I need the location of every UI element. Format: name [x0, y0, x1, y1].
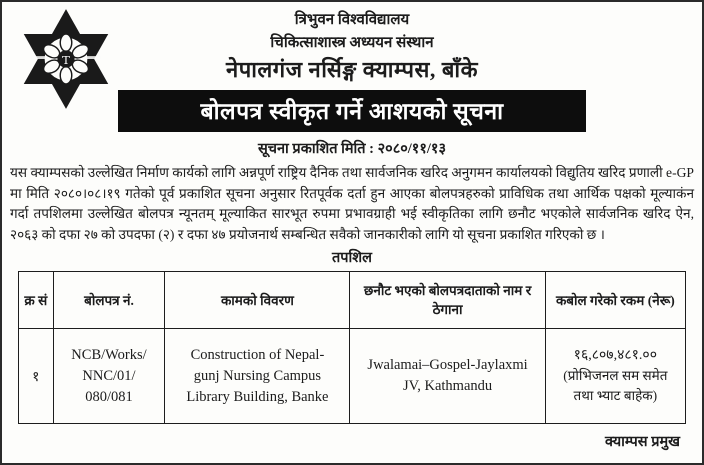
table-header-row	[19, 272, 686, 329]
university-emblem-icon	[18, 8, 114, 110]
campus-name: नेपालगंज नर्सिङ्ग क्याम्पस, बाँके	[225, 57, 478, 82]
institute-name: चिकित्साशास्त्र अध्ययन संस्थान	[270, 35, 434, 51]
university-name: त्रिभुवन विश्वविद्यालय	[294, 12, 410, 28]
table-row	[19, 329, 686, 424]
header-serial-number: क्र सं	[19, 272, 54, 329]
emblem-monogram: T	[62, 52, 70, 67]
bid-details-table	[18, 271, 686, 424]
header-selected-bidder: छनौट भएको बोलपत्रदाताको नाम र ठेगाना	[350, 272, 545, 329]
signature-title: क्याम्पस प्रमुख	[605, 434, 680, 451]
cell-work-description: Construction of Nepal- gunj Nursing Campus Library Building, Banke	[165, 329, 350, 424]
header-bid-number: बोलपत्र नं.	[53, 272, 165, 329]
amount-note: तथा भ्याट बाहेक)	[573, 388, 658, 404]
header-quoted-amount: कबोल गरेको रकम (नेरू)	[545, 272, 685, 329]
tribhuvan-university-logo	[18, 8, 114, 110]
header-work-description: कामको विवरण	[165, 272, 350, 329]
cell-bid-number: NCB/Works/ NNC/01/ 080/081	[53, 329, 165, 424]
cell-quoted-amount	[545, 329, 685, 424]
notice-body-paragraph: यस क्याम्पसको उल्लेखित निर्माण कार्यको लागि अन्नपूर्ण राष्ट्रिय दैनिक तथा सार्वजनिक खरिद अनुगमन कार्यालयको विद्युतिय खरिद प्रणाली e-GP मा मिति २०८०।०८।१९ गतेको पूर्व प्रकाशित सूचना अनुसार रितपूर्वक दर्ता हुन आएका बोलपत्रहरुको प्राविधिक तथा आर्थिक पक्षको मूल्याकंन गर्दा तपशिलमा उल्लेखित बोलपत्र न्यूनतम् मूल्याकित सारभूत रुपमा प्रभावग्राही भई स्वीकृतिका लागि छनौट भएकोले सार्वजनिक खरिद ऐन, २०६३ को दफा २७ को उपदफा (२) र दफा ४७ प्रयोजनार्थ सम्बन्धित सवैको जानकारीको लागि यो सूचना प्रकाशित गरिएको छ ।	[10, 165, 694, 242]
details-heading: तपशिल	[332, 250, 372, 267]
amount-note: (प्रोभिजनल सम समेत	[563, 368, 668, 384]
amount-value: १६,८०७,४८१.००	[573, 348, 657, 364]
notice-title-banner: बोलपत्र स्वीकृत गर्ने आशयको सूचना	[118, 90, 586, 132]
cell-selected-bidder: Jwalamai–Gospel-Jaylaxmi JV, Kathmandu	[350, 329, 545, 424]
cell-serial-number: १	[19, 329, 54, 424]
published-date: सूचना प्रकाशित मिति : २०८०/११/१३	[258, 141, 446, 157]
